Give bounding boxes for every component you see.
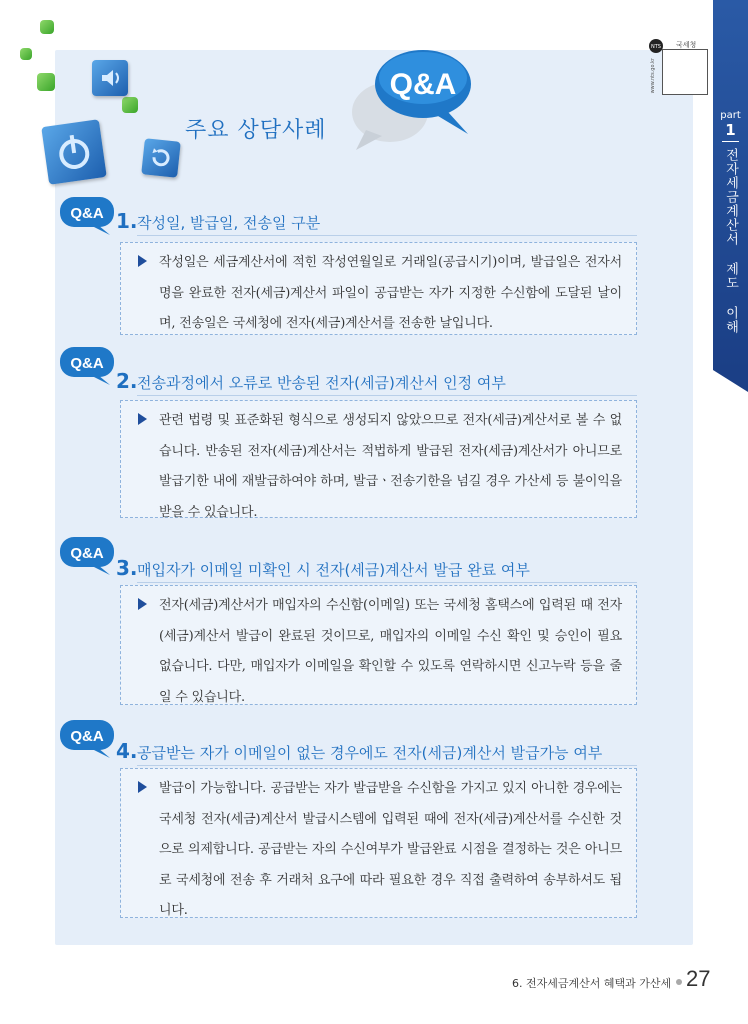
qa-badge-label: Q&A xyxy=(70,728,104,745)
logo-badge-text: NTS xyxy=(651,44,661,50)
answer-box xyxy=(120,400,637,518)
bullet-arrow-icon xyxy=(138,598,147,610)
qa-badge-icon xyxy=(58,195,118,237)
footer-dot xyxy=(676,979,682,985)
qa-badge-icon xyxy=(58,345,118,387)
question-number: 1. xyxy=(116,209,138,233)
answer-box xyxy=(120,242,637,335)
question-title: 작성일, 발급일, 전송일 구분 xyxy=(137,214,321,232)
decorative-cube xyxy=(37,73,55,91)
power-cube-icon xyxy=(41,119,107,185)
footer-section: 6. 전자세금계산서 혜택과 가산세 xyxy=(512,977,672,990)
page-number: 27 xyxy=(686,966,711,991)
question-rule xyxy=(137,582,637,583)
answer-text: 발급이 가능합니다. 공급받는 자가 발급받을 수신함을 가지고 있지 아니한 경우에는 국세청 전자(세금)계산서 발급시스템에 입력된 때에 전자(세금)계산서를 수신한 것으로 의제합니다. 공급받는 자의 수신여부가 발급완료 시점을 결정하는 것은 아니므로 국세청에 전송 후 거래처 요구에 따라 필요한 경우 직접 출력하여 송부하셔도 됩니다. xyxy=(159,781,622,918)
qa-badge-label: Q&A xyxy=(70,355,104,372)
logo-url: www.nts.go.kr xyxy=(650,58,656,94)
part-number: 1 xyxy=(725,121,736,139)
qa-badge-label: Q&A xyxy=(70,205,104,222)
question-title: 매입자가 이메일 미확인 시 전자(세금)계산서 발급 완료 여부 xyxy=(137,561,530,579)
speaker-cube-icon xyxy=(92,60,128,96)
bullet-arrow-icon xyxy=(138,255,147,267)
qa-badge-label: Q&A xyxy=(70,545,104,562)
part-divider xyxy=(722,141,739,142)
question-rule xyxy=(137,235,637,236)
decorative-cube xyxy=(20,48,32,60)
question-number: 2. xyxy=(116,369,138,393)
answer-box xyxy=(120,768,637,918)
refresh-cube-icon xyxy=(141,138,181,178)
answer-text: 관련 법령 및 표준화된 형식으로 생성되지 않았으므로 전자(세금)계산서로 볼 수 없습니다. 반송된 전자(세금)계산서는 적법하게 발급된 전자(세금)계산서가 아니므로 발급기한 내에 재발급하여야 하며, 발급ㆍ전송기한을 넘길 경우 가산세 등 불이익을 받을 수 있습니다. xyxy=(159,413,622,520)
part-title: 전자세금계산서 제도 이해 xyxy=(723,148,738,334)
question-rule xyxy=(137,395,637,396)
answer-text: 전자(세금)계산서가 매입자의 수신함(이메일) 또는 국세청 홈택스에 입력된 때 전자(세금)계산서 발급이 완료된 것이므로, 매입자의 이메일 수신 확인 및 승인이 필요 없습니다. 다만, 매입자가 이메일을 확인할 수 있도록 연락하시면 신고누락 등을 줄일 수 있습니다. xyxy=(159,598,622,705)
page-title: 주요 상담사례 xyxy=(185,118,327,143)
bullet-arrow-icon xyxy=(138,781,147,793)
answer-text: 작성일은 세금계산서에 적힌 작성연월일로 거래일(공급시기)이며, 발급일은 전자서명을 완료한 전자(세금)계산서 파일이 공급받는 자가 지정한 수신함에 도달된 날이며, 전송일은 국세청에 전자(세금)계산서를 전송한 날입니다. xyxy=(159,255,622,331)
question-rule xyxy=(137,765,637,766)
qa-badge-icon xyxy=(58,718,118,760)
question-number: 3. xyxy=(116,556,138,580)
answer-box xyxy=(120,585,637,705)
part-side-tab xyxy=(713,0,748,370)
main-qa-label: Q&A xyxy=(389,68,457,101)
part-label: part xyxy=(720,110,741,121)
question-title: 공급받는 자가 이메일이 없는 경우에도 전자(세금)계산서 발급가능 여부 xyxy=(137,744,603,762)
question-title: 전송과정에서 오류로 반송된 전자(세금)계산서 인정 여부 xyxy=(137,374,506,392)
logo-text: 국세청 xyxy=(676,41,697,49)
decorative-cube xyxy=(122,97,138,113)
bullet-arrow-icon xyxy=(138,413,147,425)
qa-badge-icon xyxy=(58,535,118,577)
decorative-cube xyxy=(40,20,54,34)
qa-speech-bubble-icon xyxy=(338,42,478,152)
question-number: 4. xyxy=(116,739,138,763)
stamp-box xyxy=(662,49,708,95)
